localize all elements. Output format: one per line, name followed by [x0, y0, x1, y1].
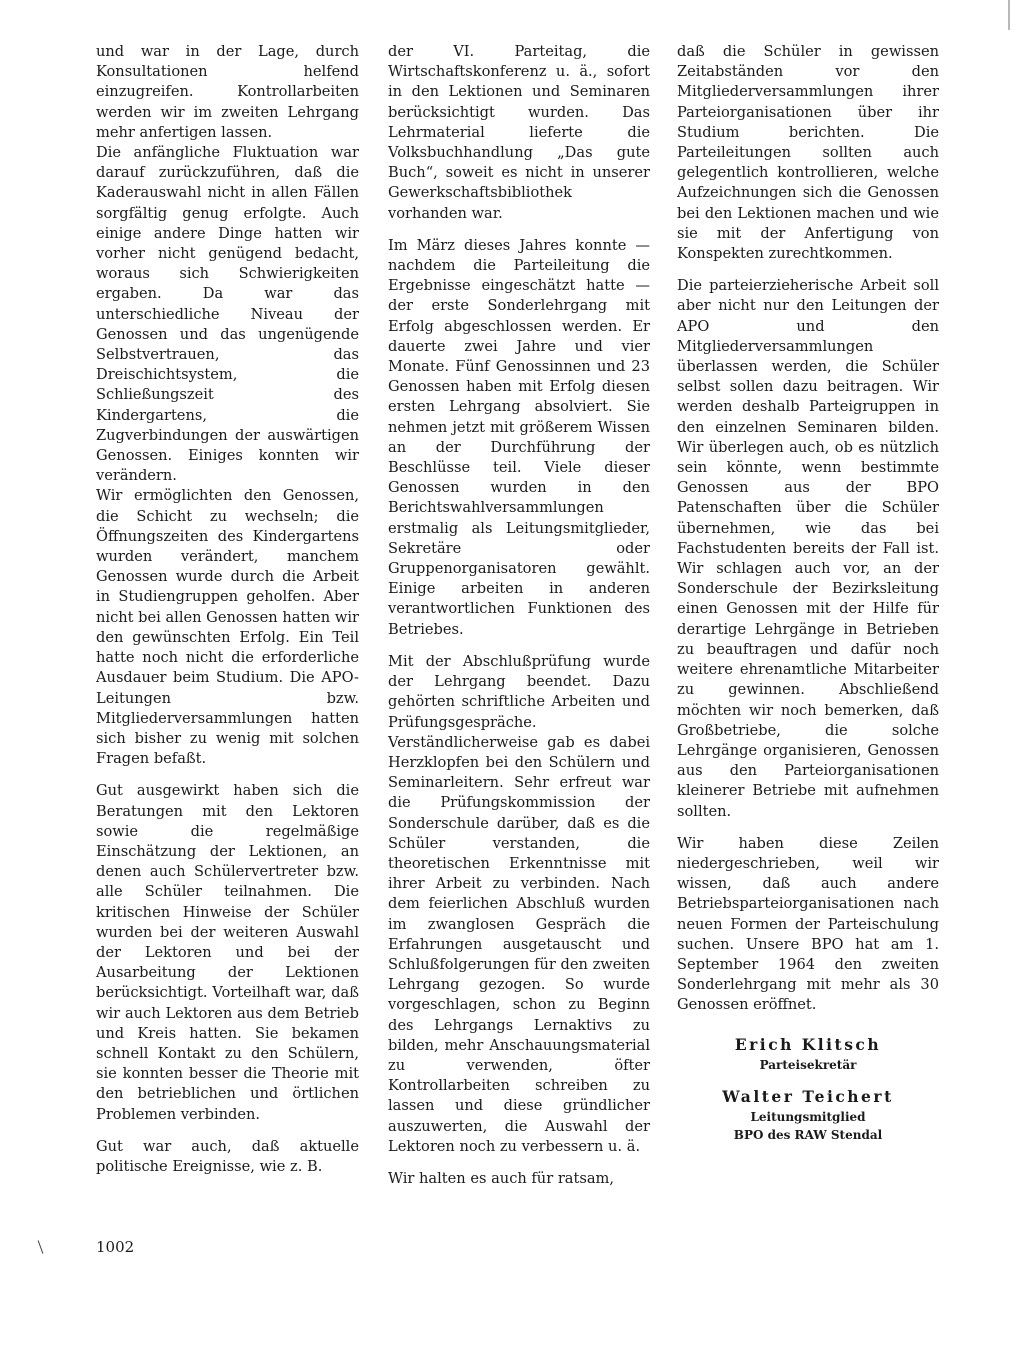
paragraph: daß die Schüler in gewissen Zeitabständen vor den Mitgliederversammlungen ihrer Parteiorganisationen über ihr Studium berichten. Die Parteileitungen sollten auch gelegentlich kontrollieren, welche Aufzeichnungen sich die Genossen bei den Lektionen machen und wie sie mit der Anfertigung von Konspekten zurechtkommen.: [677, 43, 939, 263]
signature-block-2: [677, 1086, 939, 1144]
page-edge-mark: [1008, 0, 1010, 30]
paragraph: Im März dieses Jahres konnte — nachdem die Parteileitung die Ergebnisse eingeschätzt hatte — der erste Sonderlehrgang mit Erfolg abgeschlossen werden. Er dauerte zwei Jahre und vier Monate. Fünf Genossinnen und 23 Genossen haben mit Erfolg diesen ersten Lehrgang absolviert. Sie nehmen jetzt mit größerem Wissen an der Durchführung der Beschlüsse teil. Viele dieser Genossen wurden in den Berichtswahlversammlungen erstmalig als Leitungsmitglieder, Sekretäre oder Gruppenorganisatoren gewählt. Einige arbeiten in anderen verantwortlichen Funktionen des Betriebes.: [388, 236, 650, 638]
paragraph: Die parteierzieherische Arbeit soll aber nicht nur den Leitungen der APO und den Mitgliederversammlungen überlassen werden, die Schüler selbst sollen dazu beitragen. Wir werden deshalb Parteigruppen in den einzelnen Seminaren bilden. Wir überlegen auch, ob es nützlich sein könnte, wenn bestimmte Genossen aus der BPO Patenschaften über die Schüler übernehmen, wie das bei Fachstudenten bereits der Fall ist. Wir schlagen auch vor, an der Sonderschule der Bezirksleitung einen Genossen mit der Hilfe für derartige Lehrgänge in Betrieben zu beauftragen und dafür noch weitere ehrenamtliche Mitarbeiter zu gewinnen. Abschließend möchten wir noch bemerken, daß Großbetriebe, die solche Lehrgänge organisieren, Genossen aus den Parteiorganisationen kleinerer Betriebe mit aufnehmen sollten.: [677, 277, 939, 820]
text-column-1: [96, 42, 359, 1177]
paragraph: Gut ausgewirkt haben sich die Beratungen mit den Lektoren sowie die regelmäßige Einschätzung der Lektionen, an denen auch Schülervertreter bzw. alle Schüler teilnahmen. Die kritischen Hinweise der Schüler wurden bei der weiteren Auswahl der Lektoren und bei der Ausarbeitung der Lektionen berücksichtigt. Vorteilhaft war, daß wir auch Lektoren aus dem Betrieb und Kreis hatten. Sie bekamen schnell Kontakt zu den Schülern, sie konnten besser die Theorie mit den betrieblichen und örtlichen Problemen verbinden.: [96, 782, 359, 1123]
paragraph: Mit der Abschlußprüfung wurde der Lehrgang beendet. Dazu gehörten schriftliche Arbeiten und Prüfungsgespräche. Verständlicherweise gab es dabei Herzklopfen bei den Schülern und Seminarleitern. Sehr erfreut war die Prüfungskommission der Sonderschule darüber, daß es die Schüler verstanden, die theoretischen Erkenntnisse mit ihrer Arbeit zu verbinden. Nach dem feierlichen Abschluß wurden im zwanglosen Gespräch die Erfahrungen ausgetauscht und Schlußfolgerungen für den zweiten Lehrgang gezogen. So wurde vorgeschlagen, schon zu Beginn des Lehrgangs Lernaktivs zu bilden, mehr Anschauungsmaterial zu verwenden, öfter Kontrollarbeiten schreiben zu lassen und diese gründlicher auszuwerten, die Auswahl der Lektoren noch zu verbessern u. ä.: [388, 652, 650, 1155]
signature-role: Parteisekretär: [759, 1057, 857, 1072]
signature-name: Erich Klitsch: [734, 1034, 882, 1054]
paragraph: Wir halten es auch für ratsam,: [388, 1169, 615, 1187]
paragraph: und war in der Lage, durch Konsultationen helfend einzugreifen. Kontrollarbeiten werden wir im zweiten Lehrgang mehr anfertigen lassen.: [96, 43, 359, 141]
text-column-2: [388, 42, 650, 1189]
paragraph: Die anfängliche Fluktuation war darauf zurückzuführen, daß die Kaderauswahl nicht in allen Fällen sorgfältig genug erfolgte. Auch einige andere Dinge hatten wir vorher nicht genügend bedacht, woraus sich Schwierigkeiten ergaben. Da war das unterschiedliche Niveau der Genossen und das ungenügende Selbstvertrauen, das Dreischichtsystem, die Schließungszeit des Kindergartens, die Zugverbindungen der auswärtigen Genossen. Einiges konnten wir verändern.: [96, 144, 359, 485]
page-number: 1002: [96, 1238, 135, 1256]
paragraph: Wir haben diese Zeilen niedergeschrieben, weil wir wissen, daß auch andere Betriebsparteiorganisationen nach neuen Formen der Parteischulung suchen. Unsere BPO hat am 1. September 1964 den zweiten Sonderlehrgang mit mehr als 30 Genossen eröffnet.: [677, 834, 939, 1014]
signature-role: Leitungsmitglied: [750, 1109, 866, 1124]
signature-block-1: [677, 1034, 939, 1074]
margin-tick-mark: [38, 1240, 44, 1253]
signature-name: Walter Teichert: [722, 1086, 894, 1106]
paragraph: der VI. Parteitag, die Wirtschaftskonferenz u. ä., sofort in den Lektionen und Seminaren berücksichtigt wurden. Das Lehrmaterial lieferte die Volksbuchhandlung „Das gute Buch“, soweit es nicht in unserer Gewerkschaftsbibliothek vorhanden war.: [388, 43, 650, 222]
paragraph: Gut war auch, daß aktuelle politische Ereignisse, wie z. B.: [96, 1137, 359, 1175]
paragraph: Wir ermöglichten den Genossen, die Schicht zu wechseln; die Öffnungszeiten des Kindergartens wurden verändert, manchem Genossen wurde durch die Arbeit in Studiengruppen geholfen. Aber nicht bei allen Genossen hatten wir den gewünschten Erfolg. Ein Teil hatte noch nicht die erforderliche Ausdauer beim Studium. Die APO-Leitungen bzw. Mitgliederversammlungen hatten sich bisher zu wenig mit solchen Fragen befaßt.: [96, 487, 359, 768]
text-column-3: [677, 42, 939, 1144]
signature-organization: BPO des RAW Stendal: [733, 1127, 883, 1142]
